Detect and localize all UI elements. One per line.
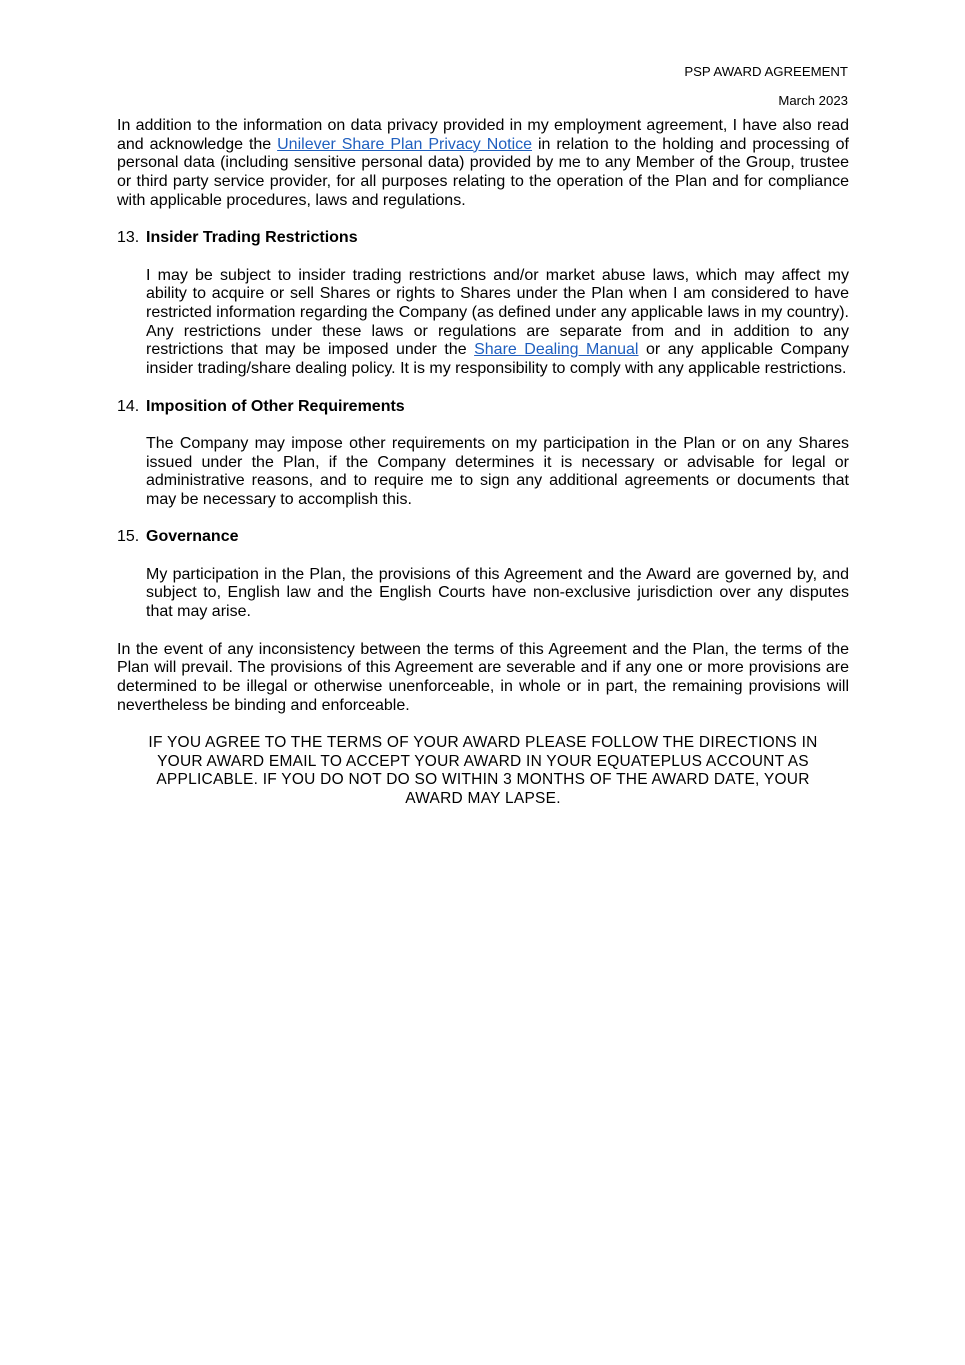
section-number: 14.: [117, 397, 140, 415]
section-13-heading: [117, 229, 849, 248]
section-13-text: [146, 267, 849, 379]
document-title: PSP AWARD AGREEMENT: [684, 64, 848, 79]
section-15-text: My participation in the Plan, the provisions of this Agreement and the Award are governed by, and subject to, English law and the English Courts have non-exclusive jurisdiction over any disputes that may arise.: [146, 565, 849, 621]
share-dealing-manual-link[interactable]: Share Dealing Manual: [474, 341, 639, 359]
document-date: March 2023: [778, 93, 848, 108]
insider-text-after: or any applicable Company insider trading/share dealing policy. It is my responsibility to comply with any applicable restrictions.: [146, 341, 849, 378]
section-15-heading: [117, 528, 849, 547]
privacy-text-before: In addition to the information on data privacy provided in my employment agreement, I have also read and acknowledge the: [117, 117, 849, 153]
section-title: Imposition of Other Requirements: [146, 397, 405, 415]
privacy-paragraph: [117, 117, 849, 211]
closing-paragraph: In the event of any inconsistency between the terms of this Agreement and the Plan, the terms of the Plan will prevail. The provisions of this Agreement are severable and if any one or more provisions are determined to be illegal or otherwise unenforceable, in whole or in part, the remaining provisions will nevertheless be binding and enforceable.: [117, 640, 849, 714]
section-number: 13.: [117, 229, 140, 247]
page-header: [684, 57, 848, 115]
privacy-notice-link[interactable]: Unilever Share Plan Privacy Notice: [277, 135, 533, 153]
section-title: Insider Trading Restrictions: [146, 229, 358, 247]
section-14-text: The Company may impose other requirements on my participation in the Plan or on any Shares issued under the Plan, if the Company determines it is necessary or advisable for legal or administrative reasons, and to require me to sign any additional agreements or documents that may be necessary to accomplish this.: [146, 434, 849, 508]
section-14-heading: [117, 398, 849, 417]
award-notice: IF YOU AGREE TO THE TERMS OF YOUR AWARD PLEASE FOLLOW THE DIRECTIONS IN YOUR AWARD EMAIL TO ACCEPT YOUR AWARD IN YOUR EQUATEPLUS ACCOUNT AS APPLICABLE. IF YOU DO NOT DO SO WITHIN 3 MONTHS OF THE AWARD DATE, YOUR AWARD MAY LAPSE.: [148, 734, 818, 808]
insider-text-before: I may be subject to insider trading restrictions and/or market abuse laws, which may affect my ability to acquire or sell Shares or rights to Shares under the Plan when I am considered to have restricted information regarding the Company (as defined under any applicable laws in my country). Any restrictions under these laws or regulations are separate from and in addition to any restrictions that may be imposed under the: [146, 266, 849, 359]
privacy-text-after: in relation to the holding and processing of personal data (including sensitive personal data) provided by me to any Member of the Group, trustee or third party service provider, for all purposes relating to the operation of the Plan and for compliance with applicable procedures, laws and regulations.: [117, 135, 849, 209]
section-title: Governance: [146, 528, 239, 546]
section-number: 15.: [117, 528, 140, 546]
document-body: [117, 117, 849, 809]
